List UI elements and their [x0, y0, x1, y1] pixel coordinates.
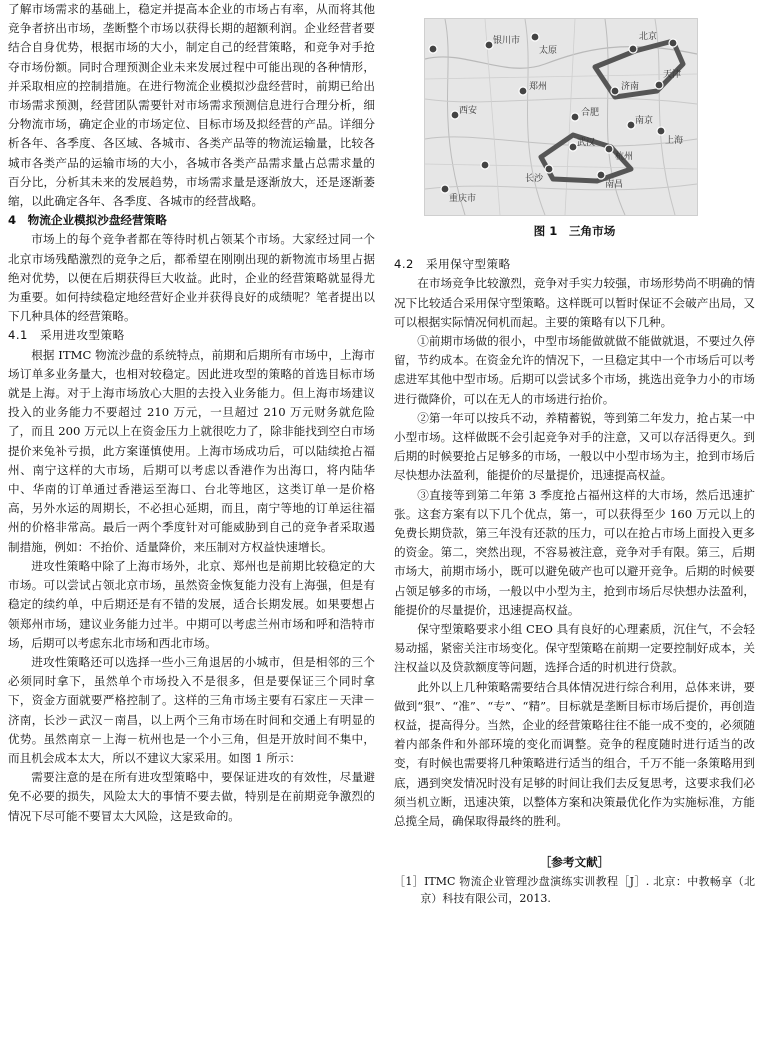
paragraph-conclusion: 此外以上几种策略需要结合具体情况进行综合利用，总体来讲，要做到“狠”、“准”、“专”、“精”。目标就是垄断目标市场后提价，再创造权益，提高得分。当然，企业的经营策略往往不能一成不变的，必须随着内部条件和外部环境的变化而调整。竞争的程度随时进行适当的改变，有时候也需要将几种策略进行适当的组合，千万不能一条策略用到底，遇到突发情况时没有足够的时间让我们去反复思考，这要求我们必须当机立断，迅速决策，以整体方案和决策最优化作为实施标准，方能总揽全局，确保取得最终的胜利。: [394, 679, 755, 829]
paragraph-4-2-d: ③直接等到第二年第 3 季度抢占福州这样的大市场，然后迅速扩张。这套方案有以下几个优点，第一，可以获得至少 160 万元以上的免费长期贷款，第三年没有还款的压力，可以在抢占市场上面投入更多的资金。第二，突然出现，不容易被注意，竞争对手有限。第三，后期市场大，前期市场小，既可以避免破产也可以避开竞争。后期的时候要占领足够多的市场，一般以中小型为主，抢到市场后尽快想办法盈利，能提价的尽量提价，迅速提高权益。: [394, 487, 755, 617]
paragraph-4-1-b: 进攻性策略中除了上海市场外，北京、郑州也是前期比较稳定的大市场。可以尝试占领北京市场，虽然资金恢复能力没有上海强，但是有稳定的续约单，中后期还是有不错的发展，适合长期发展。如果要想占领郑州市场，建议业务能力过半。中期可以考虑兰州市场和呼和浩特市场，后期可以考虑东北市场和西北市场。: [8, 558, 375, 650]
map-label-shanghai: 上海: [665, 136, 684, 146]
map-label-jinan: 济南: [621, 82, 640, 92]
references-heading: ［参考文献］: [539, 855, 610, 870]
section-4-heading: 4 物流企业模拟沙盘经营策略: [8, 213, 167, 228]
map-label-yinchuan: 银川市: [493, 36, 521, 46]
paragraph-4-2-a: 在市场竞争比较激烈，竞争对手实力较强，市场形势尚不明确的情况下比较适合采用保守型策略。这样既可以暂时保证不会破产出局，又可以根据实际情况伺机而起。主要的策略有以下几种。: [394, 276, 755, 329]
map-label-changsha: 长沙: [525, 174, 544, 184]
map-label-tianjin: 天津: [663, 70, 682, 80]
map-graphic: [425, 19, 697, 215]
map-label-beijing: 北京: [639, 32, 658, 42]
subsection-4-1-heading: 4.1 采用进攻型策略: [8, 328, 125, 343]
figure-caption: 图 1 三角市场: [533, 224, 616, 238]
paragraph-4-2-e: 保守型策略要求小组 CEO 具有良好的心理素质，沉住气，不会轻易动摇，紧密关注市场变化。保守型策略在前期一定要控制好成本，关注权益以及贷款额度等问题，选择合适的时机进行贷款。: [394, 622, 755, 675]
map-label-zhengzhou: 郑州: [529, 82, 548, 92]
right-column: [394, 0, 755, 907]
map-label-wuhan: 武汉: [577, 138, 596, 148]
map-label-nanchang: 南昌: [605, 180, 624, 190]
map-label-hefei: 合肥: [581, 108, 600, 118]
reference-item: ［1］ITMC 物流企业管理沙盘演练实训教程［J］. 北京：中教畅享（北京）科技有限公司，2013.: [394, 874, 755, 905]
paragraph-4-1-c: 进攻性策略还可以选择一些小三角退居的小城市，但是相邻的三个必须同时拿下，虽然单个市场投入不是很多，但是要保证三个同时拿下，资金方面就要严格控制了。这样的三角市场主要有石家庄－天津－济南，长沙－武汉－南昌，以上两个三角市场在时间和交通上有明显的优势。虽然南京－上海－杭州也是一个小三角，但是开放时间不集中，而且机会成本太大，所以不建议大家采用。如图 1 所示：: [8, 654, 375, 765]
map-label-hangzhou: 杭州: [615, 152, 634, 162]
paragraph-4-2-c: ②第一年可以按兵不动，养精蓄锐，等到第二年发力，抢占某一中小型市场。这样做既不会引起竞争对手的注意，又可以存活得更久。到后期的时候要抢占足够多的市场，一般以中小型市场为主，抢到市场后尽快想办法盈利，能提价的尽量提价，迅速提高权益。: [394, 410, 755, 483]
left-column: [8, 0, 375, 826]
paragraph-intro: 了解市场需求的基础上，稳定并提高本企业的市场占有率，从而将其他竞争者挤出市场，垄断整个市场以获得长期的超额利润。企业经营者要结合自身优势，根据市场的大小，制定自己的经营策略，和竞争对手抢夺市场份额。同时合理预测企业未来发展过程中可能出现的各种情形，并采取相应的控制措施。在进行物流企业模拟沙盘经营时，前期已给出市场需求预测，经营团队需要针对市场需求预测信息进行合理分析，细分物流市场，确定企业的市场定位、目标市场及拟经营的产品。详细分析各年、各季度、各区域、各城市、各类产品等的物流运输量，比较各城市各类产品的运输市场的大小，各城市各类产品需求量占总需求量的百分比，分析其未来的发展趋势，市场需求量是逐渐放大，还是逐渐萎缩，以此确定各年、各季度、各城市的经营战略。: [8, 2, 375, 209]
paragraph-section-4: 市场上的每个竞争者都在等待时机占领某个市场。大家经过同一个北京市场残酷激烈的竞争之后，都希望在刚刚出现的新物流市场里占据绝对优势，以便在后期获得巨大收益。此时，企业的经营策略就显得尤为重要。如何持续稳定地经营好企业并获得良好的成绩呢？笔者提出以下几种具体的经营策略。: [8, 232, 375, 324]
paragraph-4-2-b: ①前期市场做的很小，中型市场能做就做不能做就退，不要过久停留，节约成本。在资金允许的情况下，一旦稳定其中一个市场后可以考虑进军其他中型市场。后期可以尝试多个市场，挑选出竞争力小的市场进行微降价，可以在无人的市场进行抬价。: [394, 334, 755, 406]
map-label-taiyuan: 太原: [539, 46, 558, 56]
map-label-xian: 西安: [459, 106, 478, 116]
paragraph-4-1-a: 根据 ITMC 物流沙盘的系统特点，前期和后期所有市场中，上海市场订单多业务量大，也相对较稳定。因此进攻型的策略的首选目标市场就是上海。对于上海市场放心大胆的去投入业务能力。但上海市场建议投入的业务能力不要超过 210 万元，一旦超过 210 万元财务就危险了，而且 200 万元以上在资金压力上就很吃力了，除非能找到空白市场提价来兔补亏损，此方案谨慎使用。上海市场成功后，可以陆续抢占福州、南宁这样的大市场，后期可以考虑以香港作为出海口，将内陆华中、华南的订单通过香港运至海口、台北等地区，这类订单一是价格高，另外水运的周期长，不必担心延期，而且，南宁等地的订单运往福州的价格非常高。最后一两个季度针对可能威胁到自己的竞争者采取遏制措施，例如：不抬价、适量降价，来压制对方权益快速增长。: [8, 347, 375, 554]
triangle-market-map: [424, 18, 698, 216]
map-label-nanjing: 南京: [635, 116, 654, 126]
paragraph-4-1-d: 需要注意的是在所有进攻型策略中，要保证进攻的有效性，尽量避免不必要的损失，风险太大的事情不要去做，特别是在前期竞争激烈的情况下尽可能不要冒太大风险，这是致命的。: [8, 770, 375, 823]
subsection-4-2-heading: 4.2 采用保守型策略: [394, 257, 511, 272]
map-label-chongqing: 重庆市: [449, 194, 477, 204]
